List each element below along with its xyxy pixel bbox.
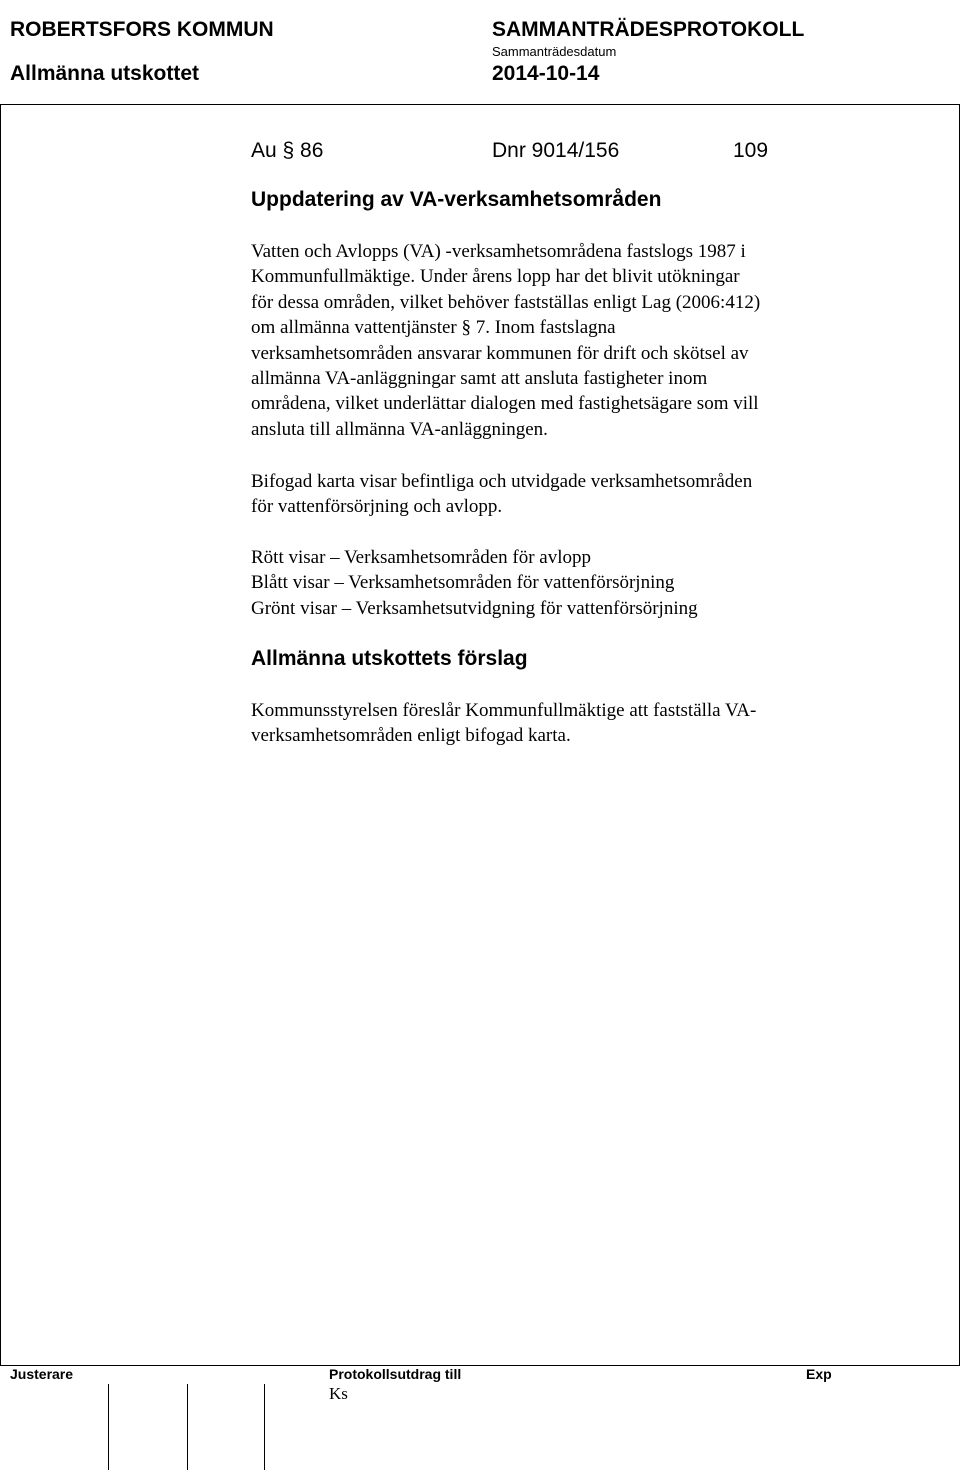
organization-name: ROBERTSFORS KOMMUN bbox=[10, 18, 274, 41]
section-title: Uppdatering av VA-verksamhetsområden bbox=[251, 188, 662, 211]
text-line: områdena, vilket underlättar dialogen med fastighetsägare som vill bbox=[251, 393, 759, 415]
text-line: ansluta till allmänna VA-anläggningen. bbox=[251, 418, 548, 440]
text-line: Vatten och Avlopps (VA) -verksamhetsområdena fastslogs 1987 i bbox=[251, 241, 746, 262]
text-line: för dessa områden, vilket behöver fastställas enligt Lag (2006:412) bbox=[251, 291, 761, 313]
text-line: verksamhetsområden ansvarar kommunen för drift och skötsel av bbox=[251, 342, 749, 364]
legend-item-green: Grönt visar – Verksamhetsutvidgning för vattenförsörjning bbox=[251, 597, 698, 619]
justerare-label: Justerare bbox=[10, 1366, 74, 1382]
meeting-date-label: Sammanträdesdatum bbox=[492, 44, 617, 59]
protokollsutdrag-label: Protokollsutdrag till bbox=[329, 1366, 462, 1382]
paragraph-background bbox=[251, 239, 851, 442]
proposal-heading: Allmänna utskottets förslag bbox=[251, 647, 528, 670]
proposal-text bbox=[251, 698, 851, 749]
recipient-ks: Ks bbox=[329, 1384, 348, 1403]
left-border bbox=[0, 104, 1, 1366]
section-number: Au § 86 bbox=[251, 139, 324, 162]
text-line: Bifogad karta visar befintliga och utvidgade verksamhetsområden bbox=[251, 471, 753, 492]
header-divider bbox=[0, 104, 960, 105]
text-line: för vattenförsörjning och avlopp. bbox=[251, 496, 503, 518]
signature-box-divider bbox=[264, 1384, 265, 1470]
document-type: SAMMANTRÄDESPROTOKOLL bbox=[492, 18, 805, 41]
paragraph-map-reference bbox=[251, 469, 851, 520]
case-number: 109 bbox=[733, 139, 769, 162]
legend-item-blue: Blått visar – Verksamhetsområden för vattenförsörjning bbox=[251, 572, 675, 594]
text-line: om allmänna vattentjänster § 7. Inom fastslagna bbox=[251, 317, 616, 339]
map-legend-list bbox=[251, 545, 851, 621]
diary-number: Dnr 9014/156 bbox=[492, 139, 620, 162]
text-line: Kommunsstyrelsen föreslår Kommunfullmäktige att fastställa VA- bbox=[251, 700, 757, 721]
legend-item-red: Rött visar – Verksamhetsområden för avlopp bbox=[251, 547, 591, 568]
text-line: Kommunfullmäktige. Under årens lopp har det blivit utökningar bbox=[251, 266, 740, 288]
exp-label: Exp bbox=[806, 1366, 832, 1382]
committee-name: Allmänna utskottet bbox=[10, 62, 200, 85]
signature-box-divider bbox=[187, 1384, 188, 1470]
text-line: verksamhetsområden enligt bifogad karta. bbox=[251, 725, 571, 747]
text-line: allmänna VA-anläggningar samt att ansluta fastigheter inom bbox=[251, 368, 708, 390]
meeting-date: 2014-10-14 bbox=[492, 62, 600, 85]
signature-box-divider bbox=[108, 1384, 109, 1470]
